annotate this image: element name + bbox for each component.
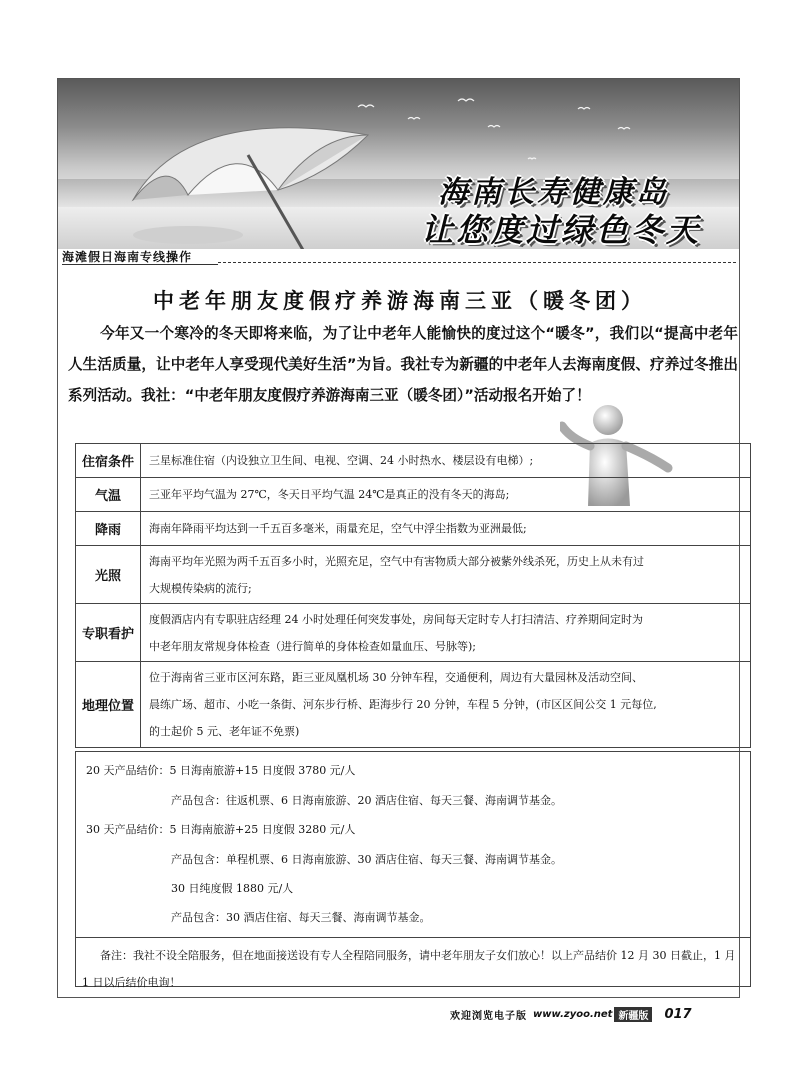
banner-title-line1: 海南长寿健康岛 [438,175,669,210]
price-line: 产品包含：往返机票、6 日海南旅游、20 酒店住宿、每天三餐、海南调节基金。 [171,794,562,807]
table-row [76,604,751,662]
note-box [75,937,751,987]
row-key: 地理位置 [76,662,141,748]
price-line: 产品包含：单程机票、6 日海南旅游、30 酒店住宿、每天三餐、海南调节基金。 [171,853,562,866]
row-value: 位于海南省三亚市区河东路，距三亚凤凰机场 30 分钟车程，交通便利，周边有大量园林及活动空间、 晨练广场、超市、小吃一条街、河东步行桥、距海步行 20 分钟，车程 5 分钟，(市区区间公交 1 元每位, 的士起价 5 元、老年证不免票) [141,662,751,748]
row-key: 光照 [76,546,141,604]
section-label: 海滩假日海南专线操作 [62,250,193,264]
price-line: 30 日纯度假 1880 元/人 [171,882,294,895]
row-key: 专职看护 [76,604,141,662]
table-row [76,478,751,512]
table-row [76,546,751,604]
info-table [75,443,751,748]
banner-title-line2: 让您度过绿色冬天 [420,211,701,249]
umbrella-icon [128,115,428,249]
footer-edition: 新疆版 [614,1007,652,1022]
price-line: 30 天产品结价：5 日海南旅游+25 日度假 3280 元/人 [86,823,356,836]
footer-url[interactable]: www.zyoo.net [533,1008,613,1020]
row-key: 降雨 [76,512,141,546]
row-value: 三星标准住宿（内设独立卫生间、电视、空调、24 小时热水、楼层设有电梯）; [141,444,751,478]
row-value: 三亚年平均气温为 27℃，冬天日平均气温 24℃是真正的没有冬天的海岛; [141,478,751,512]
table-row [76,512,751,546]
note-text: 备注：我社不设全陪服务，但在地面接送设有专人全程陪同服务，请中老年朋友子女们放心！以上产品结价 12 月 30 日截止，1 月 1 日以后结价电询！ [82,949,736,989]
banner [58,79,739,249]
price-line: 20 天产品结价：5 日海南旅游+15 日度假 3780 元/人 [86,764,356,777]
price-line: 产品包含：30 酒店住宿、每天三餐、海南调节基金。 [171,911,431,924]
row-key: 住宿条件 [76,444,141,478]
footer [450,1006,692,1022]
intro-text: 今年又一个寒冷的冬天即将来临，为了让中老年人能愉快的度过这个“暖冬”，我们以“提高中老年人生活质量，让中老年人享受现代美好生活”为旨。我社专为新疆的中老年人去海南度假、疗养过冬推出系列活动。我社：“中老年朋友度假疗养游海南三亚（暖冬团）”活动报名开始了！ [68,325,738,404]
price-box [75,751,751,938]
headline: 中老年朋友度假疗养游海南三亚（暖冬团） [153,289,647,313]
row-value: 度假酒店内有专职驻店经理 24 小时处理任何突发事处，房间每天定时专人打扫清洁、疗养期间定时为 中老年朋友常规身体检查（进行简单的身体检查如量血压、号脉等); [141,604,751,662]
section-underline [62,264,218,265]
row-key: 气温 [76,478,141,512]
page-number: 017 [664,1006,692,1022]
table-row [76,662,751,748]
section-divider [218,262,736,263]
row-value: 海南年降雨平均达到一千五百多毫米，雨量充足，空气中浮尘指数为亚洲最低; [141,512,751,546]
table-row [76,444,751,478]
row-value: 海南平均年光照为两千五百多小时，光照充足，空气中有害物质大部分被紫外线杀死，历史上从未有过 大规模传染病的流行; [141,546,751,604]
footer-label: 欢迎浏览电子版 [450,1010,527,1022]
